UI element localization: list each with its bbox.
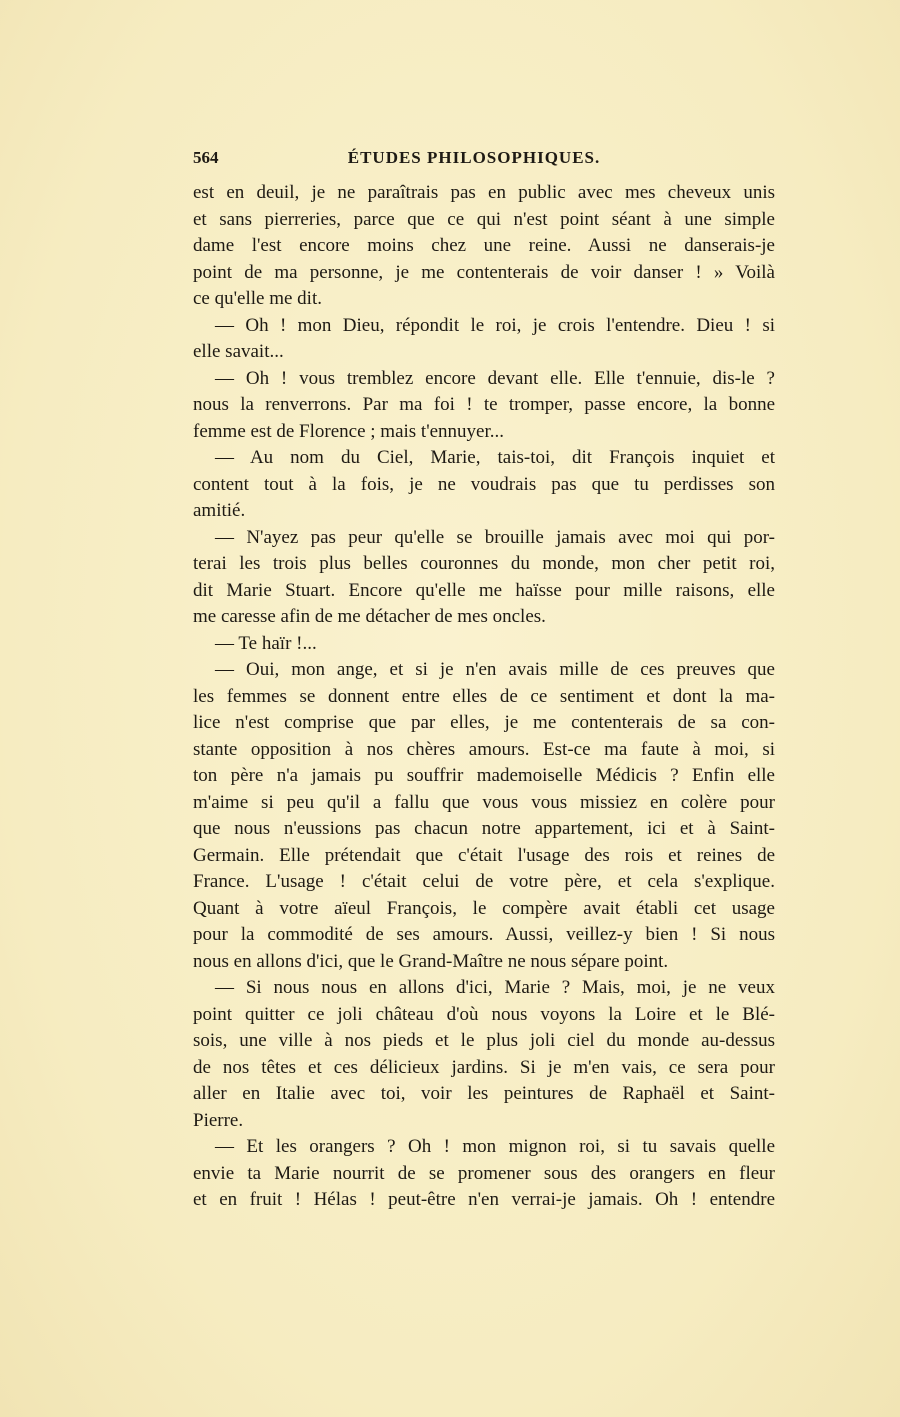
page-number: 564 (193, 148, 219, 167)
text-line: — Oh ! vous tremblez encore devant elle. Elle t'ennuie, dis-le ? (215, 367, 775, 389)
text-line: point quitter ce joli château d'où nous voyons la Loire et le Blé- (193, 1003, 775, 1025)
text-line: et en fruit ! Hélas ! peut-être n'en verrai-je jamais. Oh ! entendre (193, 1189, 775, 1210)
text-line: nous la renverrons. Par ma foi ! te tromper, passe encore, la bonne (193, 394, 775, 415)
text-line: ce qu'elle me dit. (193, 288, 322, 309)
text-line: — Si nous nous en allons d'ici, Marie ? Mais, moi, je ne veux (215, 977, 775, 998)
text-line: aller en Italie avec toi, voir les peintures de Raphaël et Saint- (193, 1083, 775, 1104)
text-line: — Oui, mon ange, et si je n'en avais mille de ces preuves que (215, 659, 775, 680)
text-line: France. L'usage ! c'était celui de votre père, et cela s'explique. (193, 871, 775, 892)
body-text (193, 180, 775, 1214)
page-header (193, 148, 775, 172)
text-line: sois, une ville à nos pieds et le plus joli ciel du monde au-dessus (193, 1030, 775, 1051)
text-line: Pierre. (193, 1109, 244, 1131)
text-line: que nous n'eussions pas chacun notre appartement, ici et à Saint- (193, 818, 775, 839)
text-line: stante opposition à nos chères amours. Est-ce ma faute à moi, si (193, 738, 775, 760)
text-line: — Oh ! mon Dieu, répondit le roi, je crois l'entendre. Dieu ! si (215, 314, 775, 336)
text-line: nous en allons d'ici, que le Grand-Maître ne nous sépare point. (193, 950, 669, 972)
text-line: et sans pierreries, parce que ce qui n'est point séant à une simple (193, 208, 775, 230)
text-line: Quant à votre aïeul François, le compère avait établi cet usage (193, 897, 775, 919)
text-line: Germain. Elle prétendait que c'était l'usage des rois et reines de (193, 844, 775, 866)
text-line: dit Marie Stuart. Encore qu'elle me haïsse pour mille raisons, elle (193, 579, 775, 601)
text-line: femme est de Florence ; mais t'ennuyer... (193, 420, 505, 442)
text-line: dame l'est encore moins chez une reine. Aussi ne danserais-je (193, 235, 775, 256)
text-line: lice n'est comprise que par elles, je me contenterais de sa con- (193, 712, 775, 733)
text-line: les femmes se donnent entre elles de ce sentiment et dont la ma- (193, 685, 775, 707)
text-line: est en deuil, je ne paraîtrais pas en public avec mes cheveux unis (193, 182, 775, 203)
text-line: — N'ayez pas peur qu'elle se brouille jamais avec moi qui por- (215, 526, 775, 548)
text-line: — Te haïr !... (215, 632, 317, 654)
text-line: content tout à la fois, je ne voudrais pas que tu perdisses son (193, 473, 775, 495)
text-line: ton père n'a jamais pu souffrir mademoiselle Médicis ? Enfin elle (193, 765, 775, 786)
text-line: pour la commodité de ses amours. Aussi, veillez-y bien ! Si nous (193, 924, 775, 945)
text-line: m'aime si peu qu'il a fallu que vous vous missiez en colère pour (193, 791, 775, 813)
text-line: me caresse afin de me détacher de mes oncles. (193, 606, 546, 627)
text-line: elle savait... (193, 341, 284, 362)
text-line: envie ta Marie nourrit de se promener sous des orangers en fleur (193, 1162, 775, 1184)
text-line: — Et les orangers ? Oh ! mon mignon roi, si tu savais quelle (215, 1136, 775, 1157)
text-line: terai les trois plus belles couronnes du monde, mon cher petit roi, (193, 553, 775, 574)
text-line: de nos têtes et ces délicieux jardins. Si je m'en vais, ce sera pour (193, 1056, 775, 1078)
running-title: ÉTUDES PHILOSOPHIQUES. (347, 148, 601, 167)
text-line: point de ma personne, je me contenterais de voir danser ! » Voilà (193, 261, 775, 283)
text-line: amitié. (193, 500, 246, 521)
text-line: — Au nom du Ciel, Marie, tais-toi, dit François inquiet et (215, 447, 775, 468)
